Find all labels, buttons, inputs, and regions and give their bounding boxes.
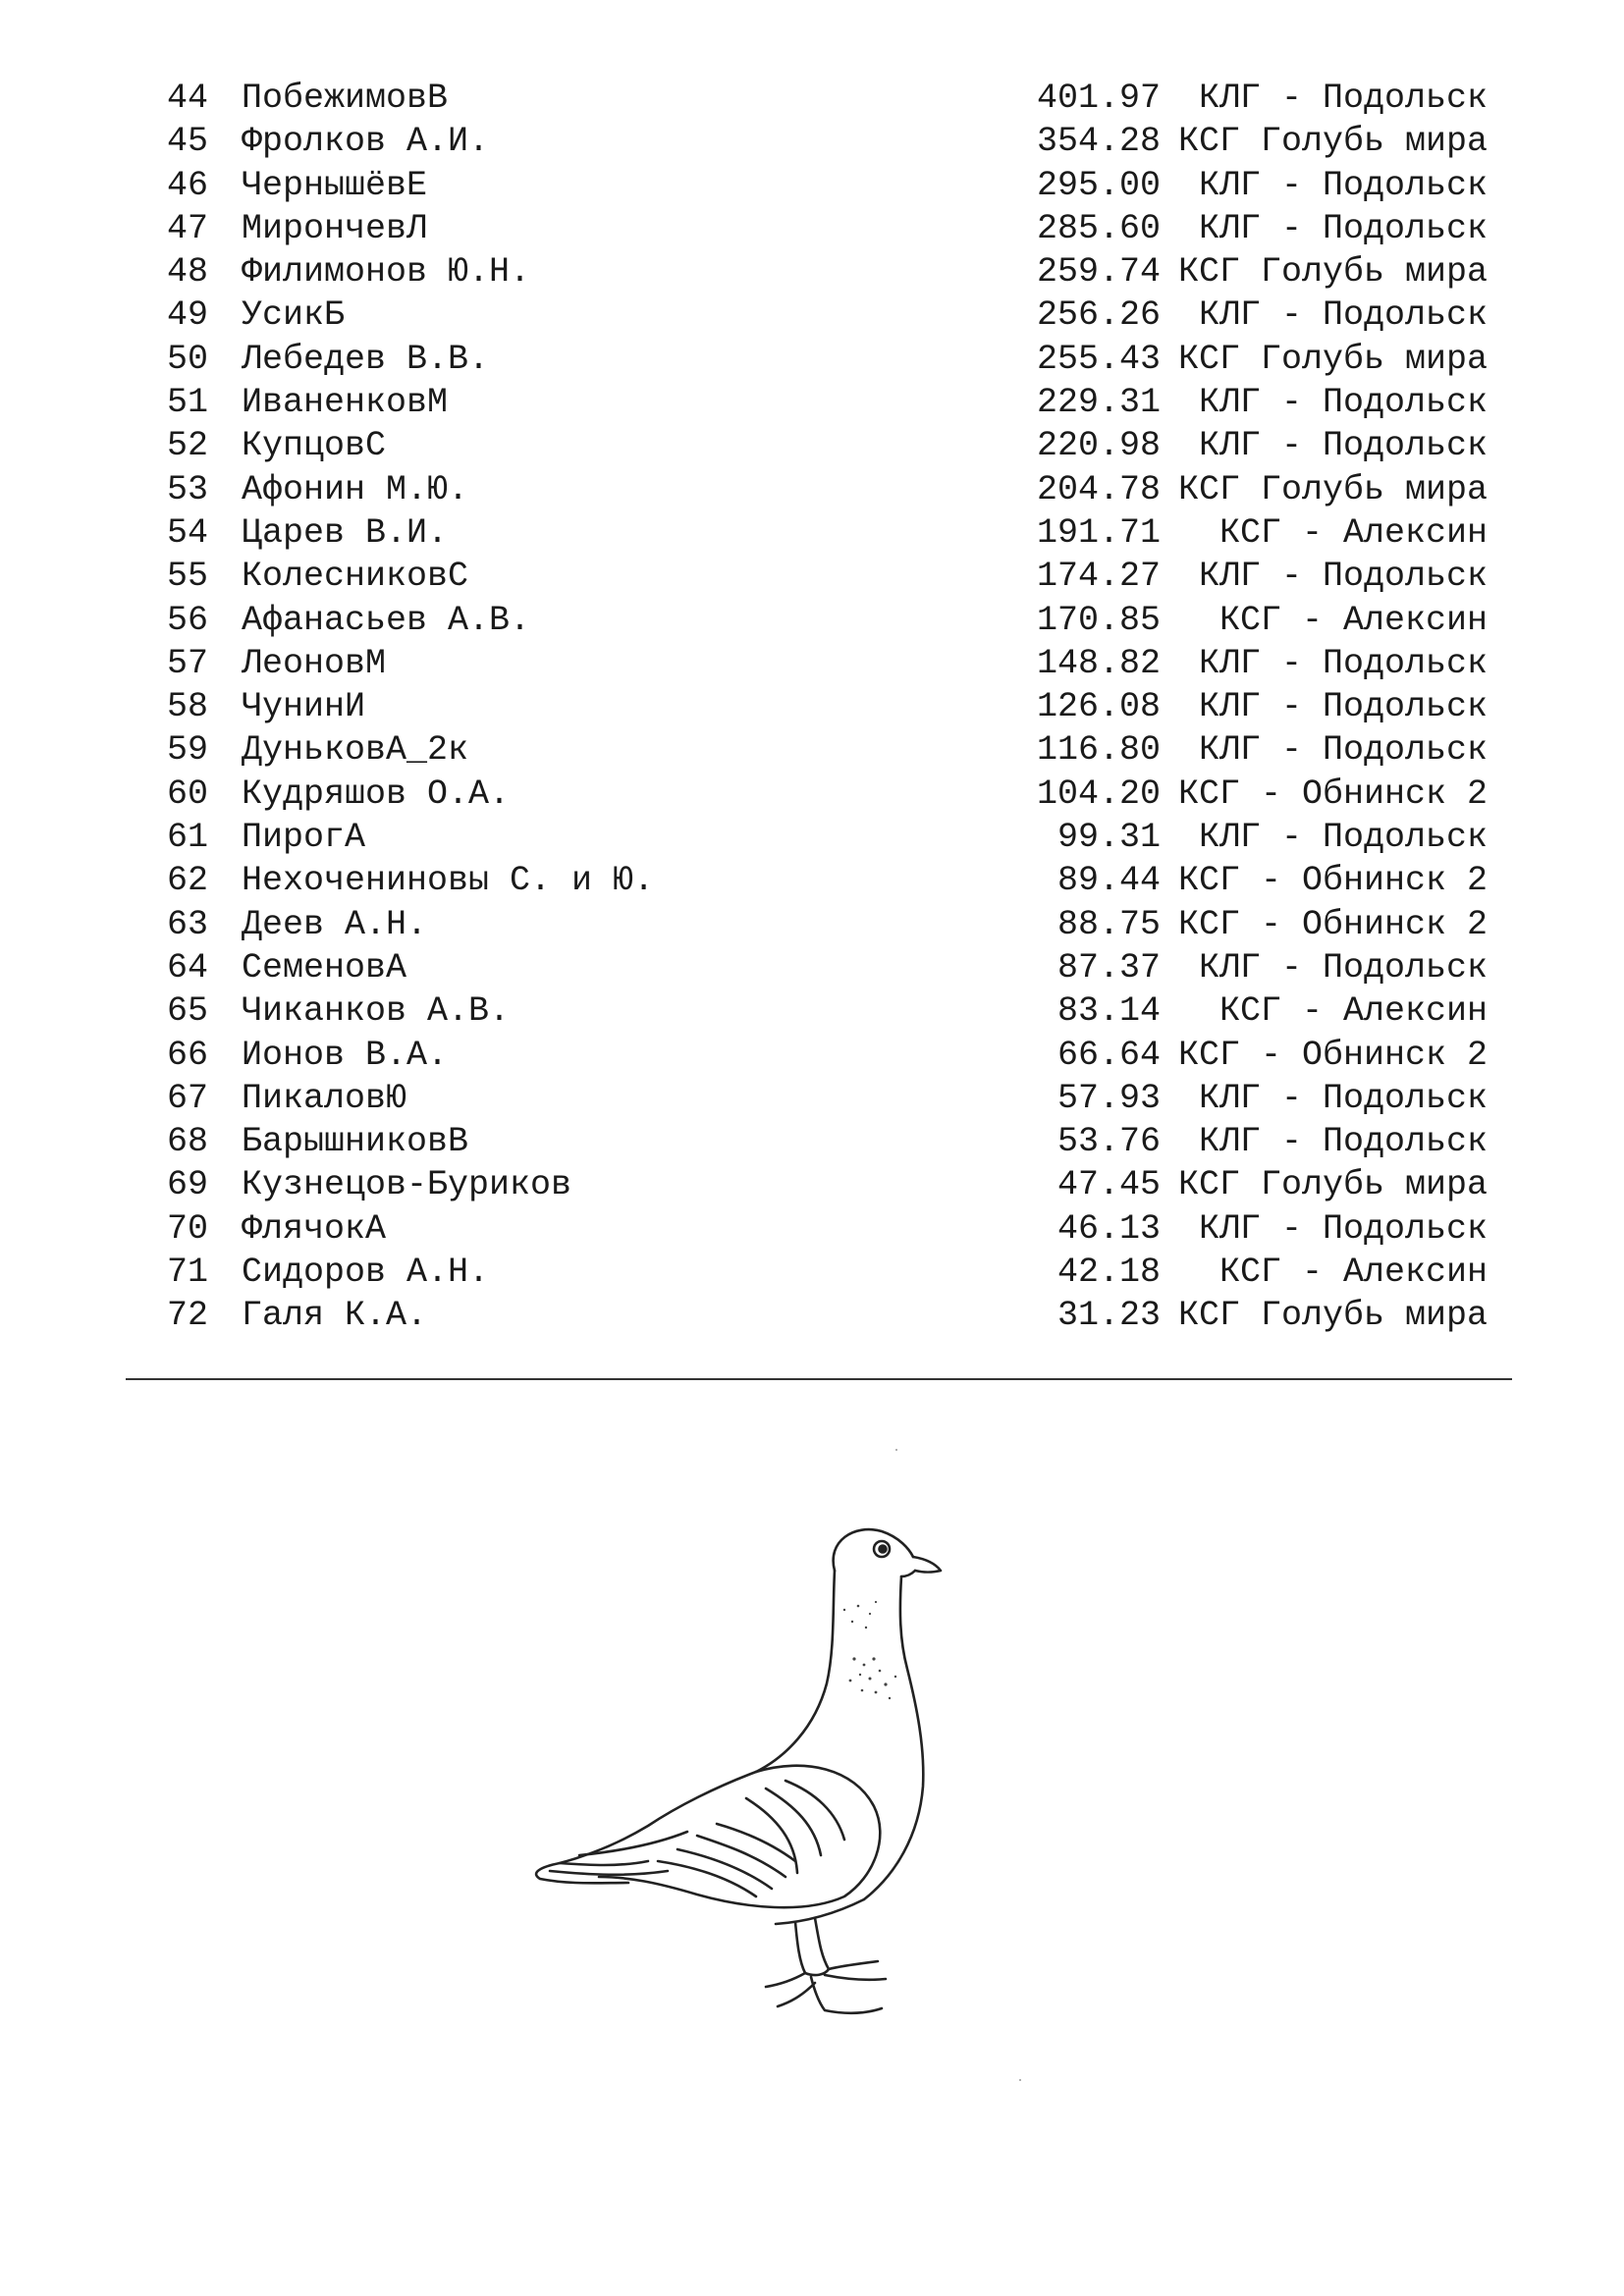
score-cell: 89.44 [1056, 861, 1161, 901]
score-cell: 259.74 [1036, 252, 1161, 293]
rank-cell: 54 [166, 512, 208, 553]
pigeon-leg [795, 1922, 805, 1973]
rank-cell: 62 [166, 861, 208, 901]
club-cell: КСГ - Алексин [1218, 991, 1488, 1032]
rank-cell: 69 [166, 1165, 208, 1205]
rank-cell: 46 [166, 165, 208, 205]
name-cell: Ионов В.А. [242, 1035, 449, 1075]
club-cell: КЛГ - Подольск [1198, 383, 1488, 423]
table-row [137, 555, 1492, 598]
club-cell: КЛГ - Подольск [1198, 557, 1488, 597]
table-row [137, 511, 1492, 555]
club-cell: КЛГ - Подольск [1198, 687, 1488, 727]
rank-cell: 49 [166, 295, 208, 336]
name-cell: ЧунинИ [242, 687, 366, 727]
name-cell: Царев В.И. [242, 512, 449, 553]
pigeon-icon [520, 1512, 972, 2042]
name-cell: МирончевЛ [242, 208, 428, 248]
score-cell: 99.31 [1056, 818, 1161, 858]
table-row [137, 1163, 1492, 1206]
name-cell: ЛеоновМ [242, 643, 387, 683]
score-cell: 354.28 [1036, 122, 1161, 162]
name-cell: ПобежимовВ [242, 79, 449, 118]
rank-cell: 64 [166, 947, 208, 988]
score-cell: 87.37 [1056, 947, 1161, 988]
pigeon-beak [913, 1557, 941, 1573]
rank-cell: 68 [166, 1122, 208, 1162]
rank-cell: 52 [166, 426, 208, 466]
rank-cell: 66 [166, 1035, 208, 1075]
name-cell: Сидоров А.Н. [242, 1253, 490, 1293]
score-cell: 57.93 [1056, 1078, 1161, 1118]
score-cell: 204.78 [1036, 469, 1161, 509]
name-cell: Лебедев В.В. [242, 339, 490, 379]
rank-cell: 72 [166, 1296, 208, 1336]
rank-cell: 47 [166, 208, 208, 248]
club-cell: КСГ - Алексин [1218, 600, 1488, 640]
rank-cell: 57 [166, 643, 208, 683]
score-cell: 170.85 [1036, 600, 1161, 640]
score-cell: 116.80 [1036, 730, 1161, 771]
table-row [137, 642, 1492, 685]
horizontal-rule [126, 1378, 1512, 1380]
club-cell: КСГ - Алексин [1218, 1253, 1488, 1293]
name-cell: Кузнецов-Буриков [242, 1165, 572, 1205]
name-cell: Галя К.А. [242, 1296, 428, 1336]
score-cell: 220.98 [1036, 426, 1161, 466]
speck-mark [895, 1449, 897, 1451]
name-cell: Афанасьев А.В. [242, 600, 531, 640]
score-cell: 47.45 [1056, 1165, 1161, 1205]
club-cell: КСГ - Алексин [1218, 512, 1488, 553]
score-cell: 104.20 [1036, 774, 1161, 814]
rank-cell: 58 [166, 687, 208, 727]
score-cell: 295.00 [1036, 165, 1161, 205]
club-cell: КСГ Голубь мира [1177, 339, 1488, 379]
rank-cell: 60 [166, 774, 208, 814]
score-cell: 255.43 [1036, 339, 1161, 379]
speck-mark [1019, 2079, 1021, 2081]
ranking-table [137, 77, 1492, 1338]
name-cell: ДуньковА_2к [242, 730, 469, 771]
table-row [137, 773, 1492, 816]
name-cell: КупцовС [242, 426, 387, 466]
name-cell: СеменовА [242, 947, 407, 988]
table-row [137, 946, 1492, 989]
name-cell: ПикаловЮ [242, 1078, 407, 1118]
score-cell: 46.13 [1056, 1208, 1161, 1249]
name-cell: Афонин М.Ю. [242, 469, 469, 509]
score-cell: 66.64 [1056, 1035, 1161, 1075]
club-cell: КЛГ - Подольск [1198, 165, 1488, 205]
club-cell: КСГ Голубь мира [1177, 122, 1488, 162]
rank-cell: 48 [166, 252, 208, 293]
name-cell: Кудряшов О.А. [242, 774, 511, 814]
rank-cell: 50 [166, 339, 208, 379]
name-cell: КолесниковС [242, 557, 469, 597]
table-row [137, 728, 1492, 772]
name-cell: ФлячокА [242, 1208, 387, 1249]
table-row [137, 1294, 1492, 1337]
name-cell: ЧернышёвЕ [242, 165, 428, 205]
score-cell: 31.23 [1056, 1296, 1161, 1336]
name-cell: УсикБ [242, 295, 346, 336]
rank-cell: 51 [166, 383, 208, 423]
name-cell: БарышниковВ [242, 1122, 469, 1162]
rank-cell: 67 [166, 1078, 208, 1118]
name-cell: Чиканков А.В. [242, 991, 511, 1032]
table-row [137, 1120, 1492, 1163]
table-row [137, 903, 1492, 946]
name-cell: ПирогА [242, 818, 366, 858]
club-cell: КСГ Голубь мира [1177, 252, 1488, 293]
club-cell: КЛГ - Подольск [1198, 295, 1488, 336]
club-cell: КЛГ - Подольск [1198, 426, 1488, 466]
score-cell: 126.08 [1036, 687, 1161, 727]
club-cell: КЛГ - Подольск [1198, 730, 1488, 771]
club-cell: КЛГ - Подольск [1198, 1122, 1488, 1162]
score-cell: 148.82 [1036, 643, 1161, 683]
score-cell: 191.71 [1036, 512, 1161, 553]
club-cell: КЛГ - Подольск [1198, 79, 1488, 118]
table-row [137, 338, 1492, 381]
table-row [137, 599, 1492, 642]
table-row [137, 859, 1492, 902]
club-cell: КСГ Голубь мира [1177, 1165, 1488, 1205]
rank-cell: 55 [166, 557, 208, 597]
score-cell: 285.60 [1036, 208, 1161, 248]
rank-cell: 59 [166, 730, 208, 771]
table-row [137, 294, 1492, 337]
table-row [137, 207, 1492, 250]
club-cell: КСГ Голубь мира [1177, 469, 1488, 509]
rank-cell: 71 [166, 1253, 208, 1293]
rank-cell: 45 [166, 122, 208, 162]
table-row [137, 1251, 1492, 1294]
club-cell: КЛГ - Подольск [1198, 1208, 1488, 1249]
table-row [137, 989, 1492, 1033]
club-cell: КЛГ - Подольск [1198, 208, 1488, 248]
score-cell: 229.31 [1036, 383, 1161, 423]
table-row [137, 685, 1492, 728]
club-cell: КСГ - Обнинск 2 [1177, 904, 1488, 944]
table-row [137, 381, 1492, 424]
rank-cell: 70 [166, 1208, 208, 1249]
rank-cell: 65 [166, 991, 208, 1032]
rank-cell: 44 [166, 79, 208, 118]
club-cell: КСГ Голубь мира [1177, 1296, 1488, 1336]
score-cell: 83.14 [1056, 991, 1161, 1032]
rank-cell: 63 [166, 904, 208, 944]
score-cell: 42.18 [1056, 1253, 1161, 1293]
score-cell: 256.26 [1036, 295, 1161, 336]
table-row [137, 164, 1492, 207]
club-cell: КСГ - Обнинск 2 [1177, 861, 1488, 901]
table-row [137, 120, 1492, 163]
table-row [137, 468, 1492, 511]
name-cell: ИваненковМ [242, 383, 449, 423]
club-cell: КЛГ - Подольск [1198, 947, 1488, 988]
club-cell: КСГ - Обнинск 2 [1177, 1035, 1488, 1075]
club-cell: КЛГ - Подольск [1198, 818, 1488, 858]
name-cell: Филимонов Ю.Н. [242, 252, 531, 293]
table-row [137, 77, 1492, 120]
table-row [137, 1207, 1492, 1251]
name-cell: Нехочениновы С. и Ю. [242, 861, 655, 901]
table-row [137, 816, 1492, 859]
rank-cell: 56 [166, 600, 208, 640]
score-cell: 53.76 [1056, 1122, 1161, 1162]
name-cell: Деев А.Н. [242, 904, 428, 944]
rank-cell: 61 [166, 818, 208, 858]
club-cell: КСГ - Обнинск 2 [1177, 774, 1488, 814]
score-cell: 401.97 [1036, 79, 1161, 118]
table-row [137, 424, 1492, 467]
score-cell: 174.27 [1036, 557, 1161, 597]
club-cell: КЛГ - Подольск [1198, 1078, 1488, 1118]
club-cell: КЛГ - Подольск [1198, 643, 1488, 683]
rank-cell: 53 [166, 469, 208, 509]
score-cell: 88.75 [1056, 904, 1161, 944]
table-row [137, 1034, 1492, 1077]
name-cell: Фролков А.И. [242, 122, 490, 162]
table-row [137, 1077, 1492, 1120]
table-row [137, 250, 1492, 294]
